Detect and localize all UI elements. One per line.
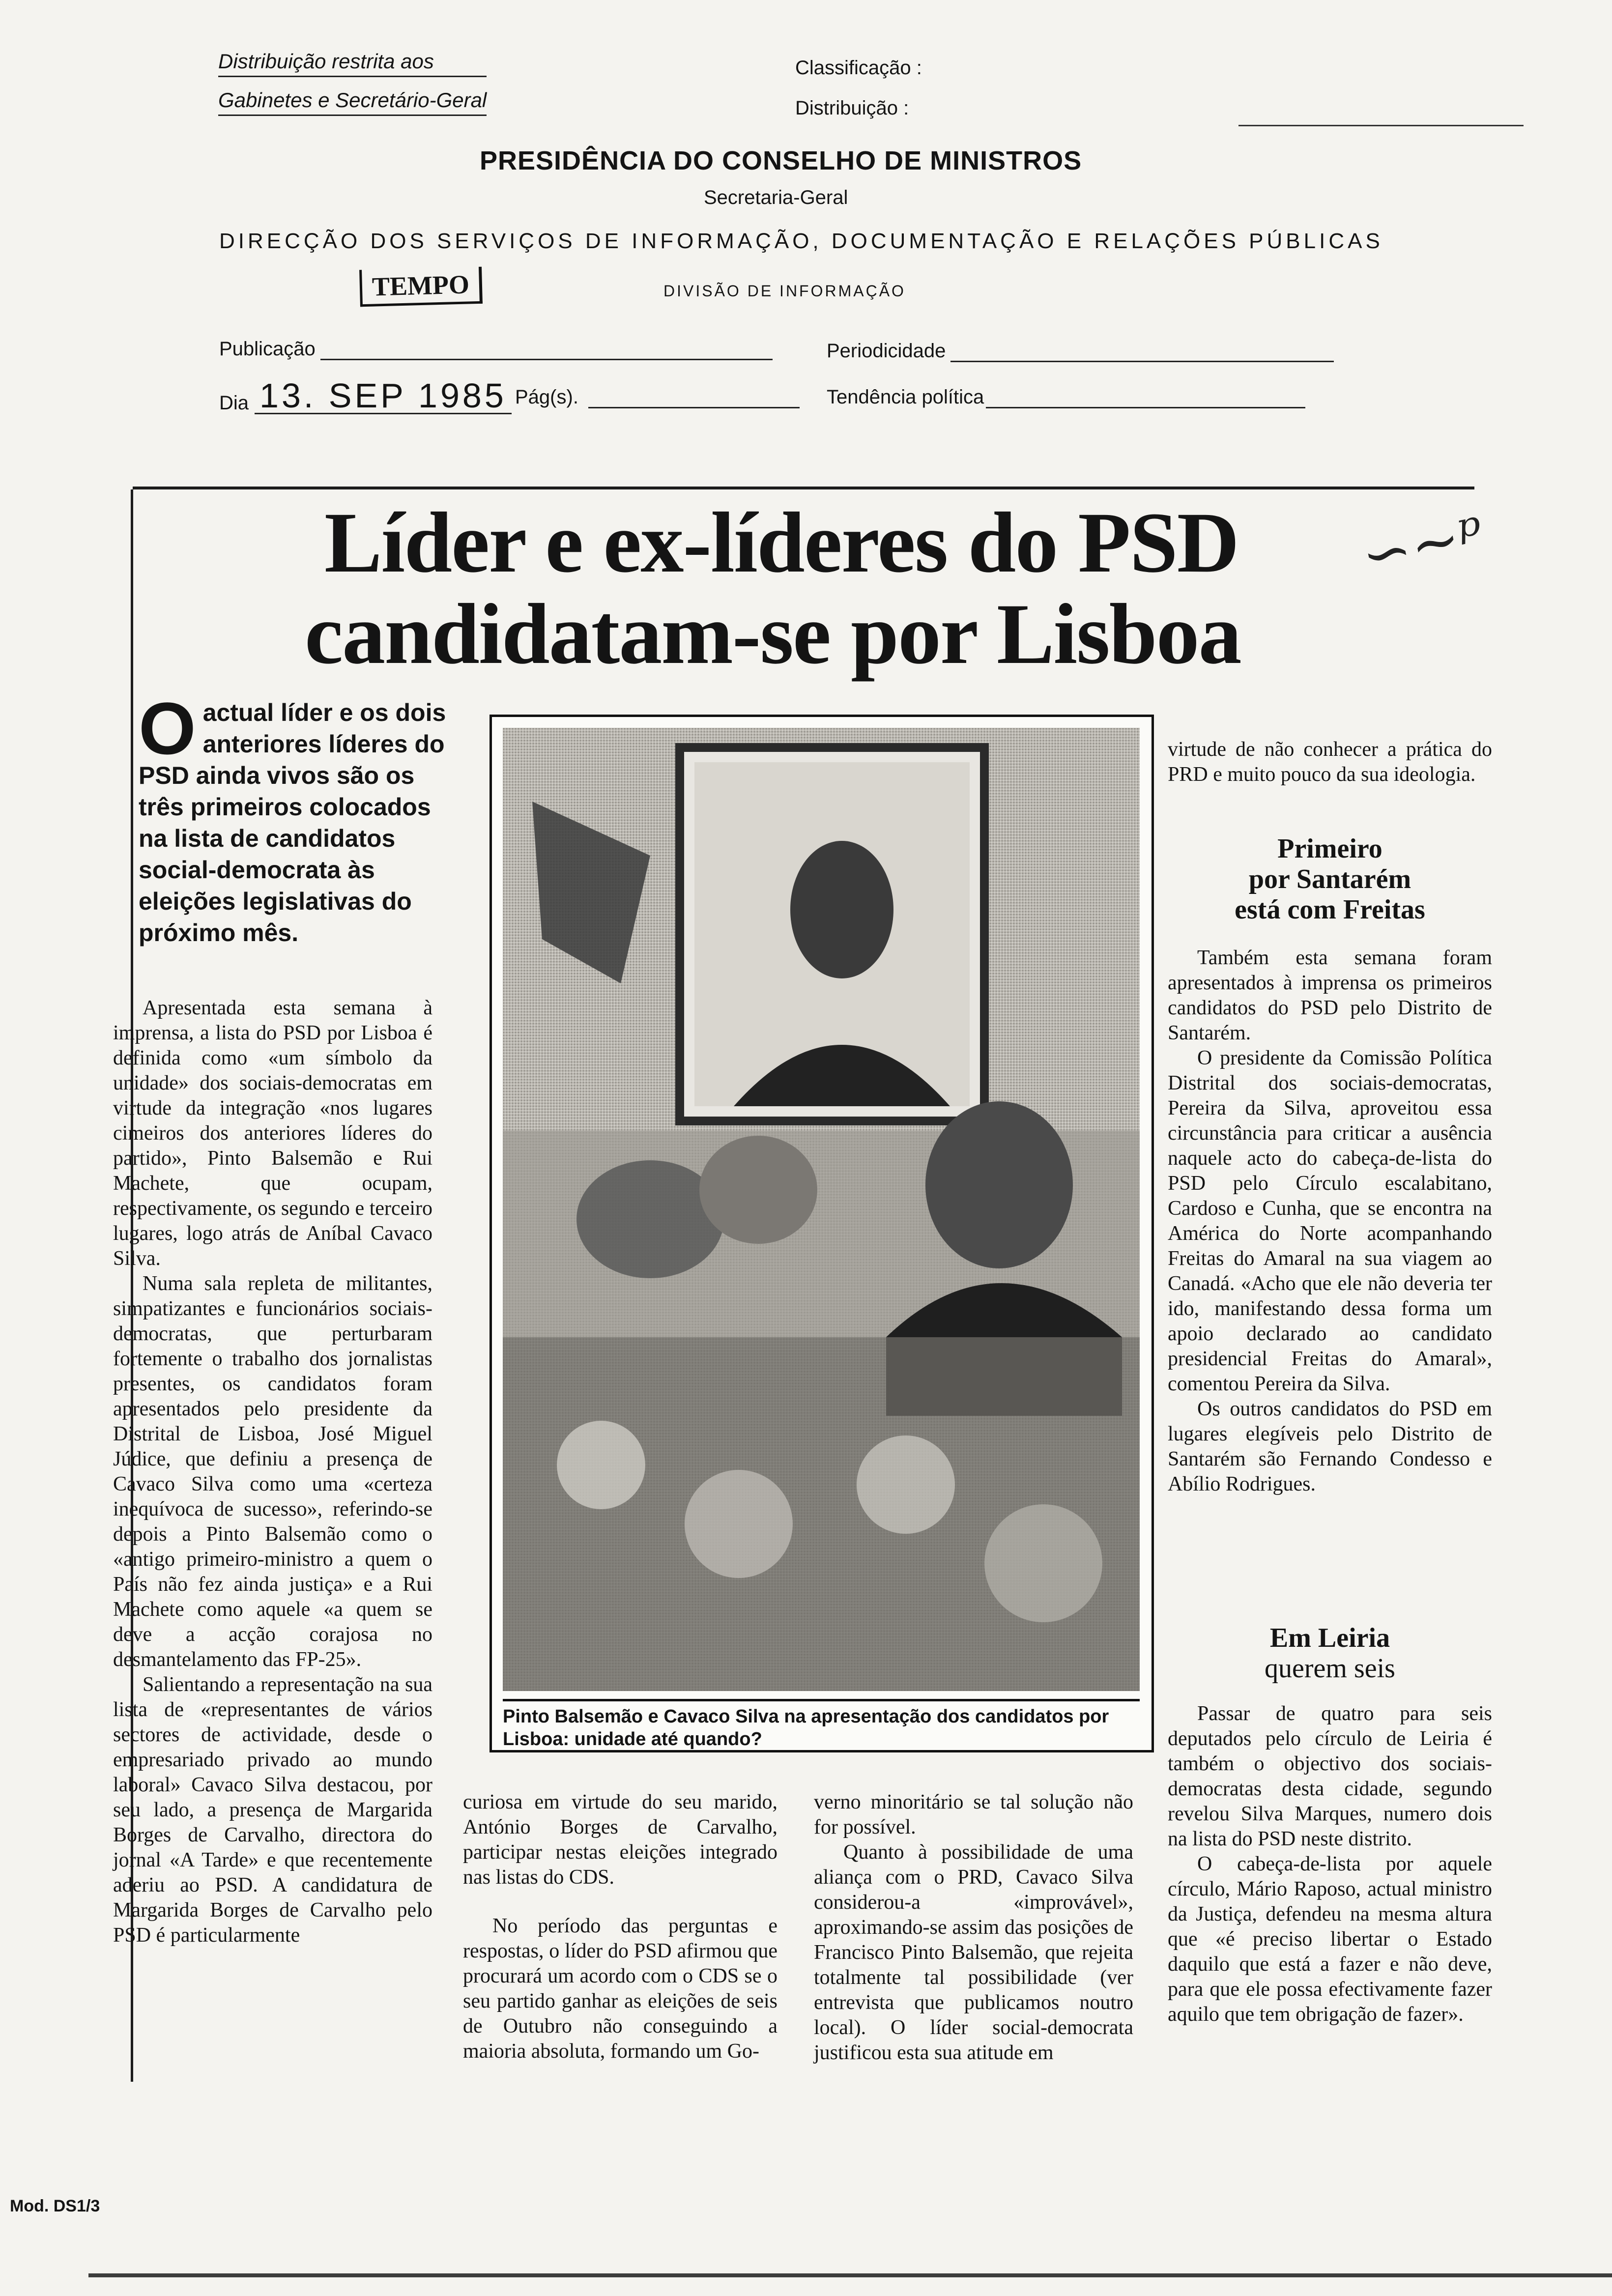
- column-4b: [1168, 1701, 1492, 2027]
- subhead-santarem: [1168, 833, 1492, 925]
- portrait-head: [790, 841, 893, 978]
- pags-label: Pág(s).: [515, 386, 578, 408]
- publicacao-line: [320, 339, 773, 360]
- publication-stamp: TEMPO: [359, 267, 483, 307]
- subhead-leiria-line-2: querem seis: [1265, 1653, 1395, 1684]
- column-1: [113, 996, 432, 1948]
- lead-dropcap: O: [139, 687, 196, 770]
- flower-2: [685, 1470, 793, 1578]
- flower-4: [984, 1504, 1102, 1622]
- subhead-leiria-line-1: Em Leiria: [1269, 1623, 1390, 1653]
- headline-line-1: Líder e ex-líderes do PSD: [324, 495, 1238, 591]
- dia-value: 13. SEP 1985: [255, 378, 512, 414]
- column-4-top: [1168, 737, 1492, 787]
- periodicidade-field: [827, 340, 1334, 362]
- col2-paragraph-1: curiosa em virtude do seu marido, António Borges de Carvalho, participar nestas eleições integrado nas listas do CDS.: [463, 1791, 777, 1889]
- distribuicao-line: [1238, 125, 1524, 126]
- form-code: Mod. DS1/3: [10, 2197, 100, 2215]
- lead-paragraph: [139, 687, 453, 948]
- subhead-santarem-line-3: está com Freitas: [1235, 894, 1425, 925]
- subhead-leiria: [1168, 1623, 1492, 1684]
- handwritten-annotation-scribble: ∽∼ᵖ: [1355, 499, 1490, 592]
- col1-paragraph-1: Apresentada esta semana à imprensa, a lista do PSD por Lisboa é definida como «um símbolo da unidade» dos sociais-democratas em virtude da integração «nos lugares cimeiros dos anteriores líderes do partido», Pinto Balsemão e Rui Machete, que ocupam, respectivamente, os segundo e terceiro lugares, logo atrás de Aníbal Cavaco Silva.: [113, 997, 432, 1270]
- col1-paragraph-3: Salientando a representação na sua lista de «representantes de vários sectores de actividade, desde o empresariado privado ao mundo laboral» Cavaco Silva destacou, por seu lado, a presença de Margarida Borges de Carvalho, directora do jornal «A Tarde» e que recentemente aderiu ao PSD. A candidatura de Margarida Borges de Carvalho pelo PSD é particularmente: [113, 1673, 432, 1947]
- dia-field: [219, 378, 512, 414]
- publicacao-label: Publicação: [219, 338, 316, 360]
- tendencia-field: [827, 386, 1305, 408]
- distribution-note: [218, 48, 487, 126]
- person-centre-left: [699, 1136, 817, 1244]
- photo-illustration: [503, 728, 1140, 1691]
- subhead-santarem-line-2: por Santarém: [1248, 864, 1411, 894]
- column-3: [814, 1790, 1133, 2066]
- photo-image: [503, 728, 1140, 1691]
- column-2: [463, 1790, 777, 2064]
- photo-caption: Pinto Balsemão e Cavaco Silva na apresentação dos candidatos por Lisboa: unidade até quando?: [503, 1699, 1140, 1751]
- subhead-santarem-line-1: Primeiro: [1277, 833, 1382, 864]
- col3-paragraph-2: Quanto à possibilidade de uma aliança com o PRD, Cavaco Silva considerou-a «improvável», aproximando-se assim das posições de Francisco Pinto Balsemão, que rejeita totalmente tal possibilidade (ver entrevista que publicamos noutro local). O líder social-democrata justificou esta sua atitude em: [814, 1841, 1133, 2064]
- directorate: DIRECÇÃO DOS SERVIÇOS DE INFORMAÇÃO, DOCUMENTAÇÃO E RELAÇÕES PÚBLICAS: [219, 229, 1383, 253]
- col4-continuation: virtude de não conhecer a prática do PRD e muito pouco da sua ideologia.: [1168, 738, 1492, 786]
- secretariat: Secretaria-Geral: [704, 187, 848, 208]
- column-4: [1168, 946, 1492, 1497]
- clip-bottom-rule: [88, 2273, 1612, 2277]
- division-label: DIVISÃO DE INFORMAÇÃO: [663, 282, 906, 300]
- flower-3: [857, 1435, 955, 1534]
- classificacao-label: Classificação :: [795, 57, 922, 79]
- clip-top-rule: [133, 487, 1474, 489]
- publicacao-field: [219, 338, 773, 360]
- distribuicao-label: Distribuição :: [795, 97, 909, 119]
- col3-paragraph-1: verno minoritário se tal solução não for possível.: [814, 1791, 1133, 1838]
- tendencia-line: [986, 387, 1305, 408]
- institution-title: PRESIDÊNCIA DO CONSELHO DE MINISTROS: [480, 146, 1082, 175]
- periodicidade-label: Periodicidade: [827, 340, 946, 362]
- col4b-paragraph-2: O cabeça-de-lista por aquele círculo, Mário Raposo, actual ministro da Justiça, defendeu na mesma altura que «é preciso libertar o Estado daquilo que está a fazer e não deve, para que ele possa efectivamente fazer aquilo que tem obrigação de fazer».: [1168, 1853, 1492, 2026]
- col1-paragraph-2: Numa sala repleta de militantes, simpatizantes e funcionários sociais-democratas, que perturbaram fortemente o trabalho dos jornalistas presentes, os candidatos foram apresentados pelo presidente da Distrital de Lisboa, José Miguel Júdice, que definiu a presença de Cavaco Silva como uma «certeza inequívoca de sucesso», referindo-se depois a Pinto Balsemão como o «antigo primeiro-ministro a quem o País não fez ainda justiça» e a Rui Machete como aquele «a quem se deve a acção corajosa no desmantelamento das FP-25».: [113, 1272, 432, 1671]
- photo-box: [489, 715, 1154, 1752]
- person-right-head: [925, 1101, 1073, 1268]
- periodicidade-line: [950, 341, 1334, 362]
- distribution-line-1: Distribuição restrita aos: [218, 48, 487, 77]
- distribution-line-2: Gabinetes e Secretário-Geral: [218, 87, 487, 116]
- col4b-paragraph-1: Passar de quatro para seis deputados pelo círculo de Leiria é também o objectivo dos sociais-democratas desta cidade, segundo revelou Silva Marques, numero dois na lista do PSD neste distrito.: [1168, 1702, 1492, 1850]
- headline-line-2: candidatam-se por Lisboa: [305, 586, 1241, 682]
- col4-paragraph-2: O presidente da Comissão Política Distrital dos sociais-democratas, Pereira da Silva, aproveitou essa circunstância para criticar a ausência naquele acto do cabeça-de-lista do PSD pelo Círculo escalabitano, Cardoso e Cunha, que se encontra na América do Norte acompanhando Freitas do Amaral na sua viagem ao Canadá. «Acho que ele não deveria ter ido, manifestando dessa forma um apoio declarado ao candidato presidencial Freitas do Amaral», comentou Pereira da Silva.: [1168, 1047, 1492, 1395]
- col4-paragraph-3: Os outros candidatos do PSD em lugares elegíveis pelo Distrito de Santarém são Fernando Condesso e Abílio Rodrigues.: [1168, 1398, 1492, 1495]
- pags-field: [515, 386, 800, 408]
- dia-label: Dia: [219, 392, 249, 414]
- flower-1: [557, 1421, 645, 1509]
- tendencia-label: Tendência política: [827, 386, 984, 408]
- col4-paragraph-1: Também esta semana foram apresentados à imprensa os primeiros candidatos do PSD pelo Distrito de Santarém.: [1168, 947, 1492, 1044]
- lead-text: actual líder e os dois anteriores líderes do PSD ainda vivos são os três primeiros colocados na lista de candidatos social-democrata às eleições legislativas do próximo mês.: [139, 699, 446, 947]
- col2-paragraph-2: No período das perguntas e respostas, o líder do PSD afirmou que procurará um acordo com o CDS se o seu partido ganhar as eleições de seis de Outubro não conseguindo a maioria absoluta, formando um Go-: [463, 1915, 777, 2063]
- pags-line: [588, 387, 800, 408]
